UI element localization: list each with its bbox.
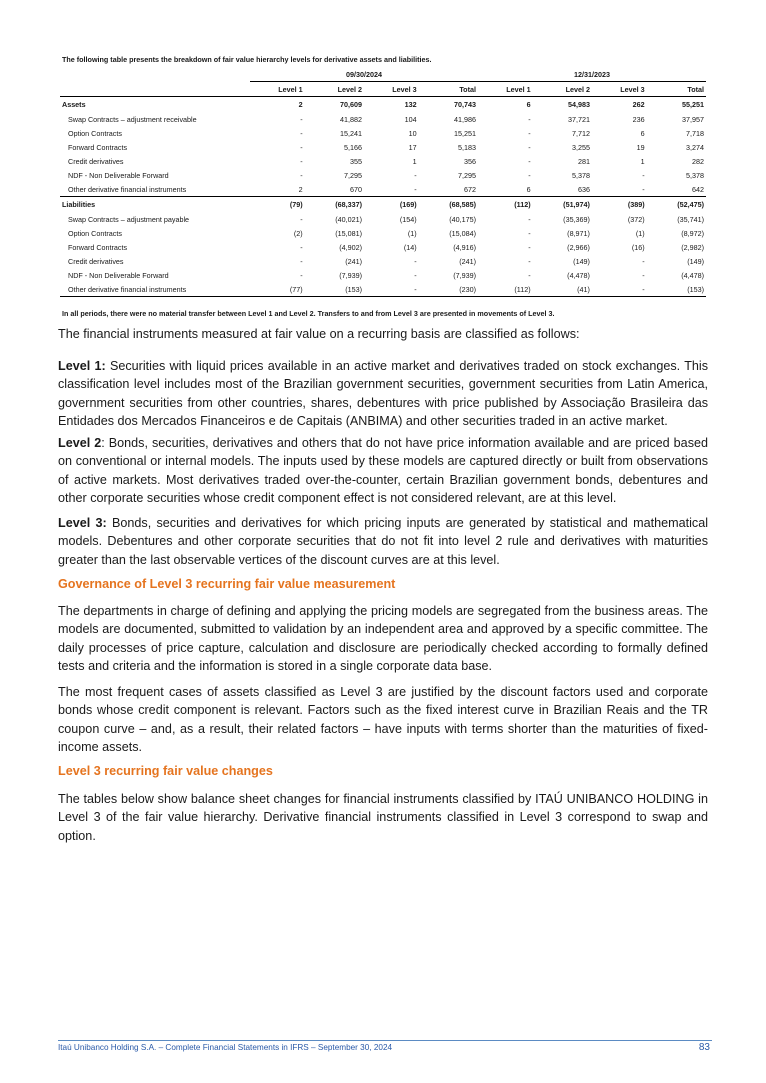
- column-header: Level 1: [250, 82, 305, 97]
- cell-value: -: [528, 156, 531, 166]
- cell-value: 6: [526, 184, 531, 194]
- cell-value: (2,982): [681, 242, 704, 252]
- cell-value: 672: [463, 184, 476, 194]
- cell-value: 17: [408, 142, 417, 152]
- cell-value: (1): [635, 228, 645, 238]
- cell-value: (7,939): [453, 270, 476, 280]
- cell-value: 37,721: [567, 114, 590, 124]
- cell-value: 7,718: [686, 128, 704, 138]
- cell-value: 282: [692, 156, 704, 166]
- governance-paragraph: The departments in charge of defining and applying the pricing models are segregated from the business areas. The models are documented, submitted to validation by an independent area and approved by a specific committee. The daily processes of price capture, calculation and disclosure are periodically checked according to formally defined tests and criteria and the information is stored in a single corporate data base.: [58, 604, 708, 674]
- row-label: Swap Contracts – adjustment receivable: [68, 114, 197, 124]
- changes-heading: Level 3 recurring fair value changes: [58, 764, 273, 778]
- cell-value: 37,957: [682, 114, 704, 124]
- intro-paragraph: The financial instruments measured at fair value on a recurring basis are classified as follows:: [58, 327, 580, 341]
- cell-value: 5,378: [571, 170, 590, 180]
- level1-paragraph: [58, 357, 708, 431]
- table-intro: The following table presents the breakdown of fair value hierarchy levels for derivative assets and liabilities.: [62, 55, 432, 64]
- period-header: 09/30/2024: [250, 68, 478, 82]
- governance-heading: Governance of Level 3 recurring fair value measurement: [58, 577, 396, 591]
- cell-value: -: [528, 242, 531, 252]
- cell-value: (154): [399, 214, 417, 224]
- cell-value: -: [300, 114, 303, 124]
- cell-value: -: [300, 242, 303, 252]
- cell-value: (4,916): [453, 242, 476, 252]
- column-header: Level 3: [592, 82, 647, 97]
- period-header: 12/31/2023: [478, 68, 706, 82]
- column-header: Level 2: [305, 82, 364, 97]
- cell-value: (68,585): [419, 197, 478, 213]
- cell-value: -: [642, 256, 645, 266]
- cell-value: -: [414, 256, 417, 266]
- cell-value: 104: [404, 114, 417, 124]
- cell-value: 1: [640, 156, 645, 166]
- row-label: Option Contracts: [68, 228, 122, 238]
- cell-value: 54,983: [567, 100, 590, 109]
- cell-value: 41,882: [340, 114, 362, 124]
- cell-value: -: [414, 270, 417, 280]
- cell-value: 3,274: [686, 142, 704, 152]
- cell-value: (241): [459, 256, 476, 266]
- level2-text: : Bonds, securities, derivatives and others that do not have price information available and are priced based on conventional or internal models. The inputs used by these models are captured directly or built from observations of active markets. Most derivatives traded over-the-counter, certain Brazilian government bonds, debentures and other corporate securities whose credit component effect is not considered relevant, are at this level.: [58, 436, 708, 506]
- frequent-cases-paragraph: The most frequent cases of assets classified as Level 3 are justified by the discount factors used and corporate bonds whose credit component is relevant. Factors such as the fixed interest curve in Brazilian Reais and the TR coupon curve – and, as a result, their related factors – have inputs with terms shorter than the maturities of fixed-income assets.: [58, 685, 708, 755]
- period-header-row: [60, 68, 706, 82]
- level3-term: Level 3:: [58, 516, 107, 530]
- cell-value: -: [300, 142, 303, 152]
- column-header: Total: [647, 82, 706, 97]
- cell-value: -: [592, 282, 647, 297]
- level2-paragraph: [58, 434, 708, 508]
- row-label: Forward Contracts: [68, 242, 128, 252]
- level3-paragraph: [58, 514, 708, 569]
- cell-value: (40,175): [449, 214, 476, 224]
- table-row: [60, 268, 706, 282]
- cell-value: (8,971): [567, 228, 590, 238]
- cell-value: 41,986: [453, 114, 476, 124]
- level2-term: Level 2: [58, 436, 102, 450]
- level3-text: Bonds, securities and derivatives for which pricing inputs are generated by statistical and mathematical models. Debentures and other corporate securities that do not fit into level 2 rule and derivatives with maturities greater than the last observable vertices of the discount curves are at this level.: [58, 516, 708, 567]
- row-label: NDF - Non Deliverable Forward: [68, 270, 169, 280]
- cell-value: 2: [298, 184, 303, 194]
- cell-value: -: [300, 128, 303, 138]
- liabilities-total-row: [60, 197, 706, 213]
- cell-value: (153): [647, 282, 706, 297]
- cell-value: (41): [533, 282, 592, 297]
- cell-value: 6: [640, 128, 645, 138]
- table-row: [60, 168, 706, 182]
- cell-value: (372): [627, 214, 645, 224]
- cell-value: -: [528, 214, 531, 224]
- fair-value-hierarchy-table: [60, 68, 706, 297]
- footer-divider: [58, 1040, 712, 1041]
- cell-value: -: [300, 170, 303, 180]
- cell-value: -: [528, 228, 531, 238]
- row-label: Liabilities: [60, 197, 250, 213]
- cell-value: 55,251: [682, 100, 704, 109]
- cell-value: (1): [407, 228, 417, 238]
- cell-value: 10: [408, 128, 417, 138]
- cell-value: 236: [632, 114, 645, 124]
- table-row: [60, 154, 706, 168]
- cell-value: 70,743: [453, 100, 476, 109]
- cell-value: (389): [592, 197, 647, 213]
- row-label: Other derivative financial instruments: [60, 282, 250, 297]
- cell-value: 19: [636, 142, 645, 152]
- column-header-row: [60, 82, 706, 97]
- row-label: Forward Contracts: [68, 142, 128, 152]
- cell-value: -: [528, 114, 531, 124]
- cell-value: (153): [305, 282, 364, 297]
- table-row: [60, 126, 706, 140]
- cell-value: 6: [526, 100, 531, 109]
- table-row: [60, 212, 706, 226]
- cell-value: 132: [404, 100, 417, 109]
- cell-value: 5,183: [457, 142, 476, 152]
- cell-value: (77): [250, 282, 305, 297]
- table-row: [60, 112, 706, 126]
- cell-value: 15,241: [340, 128, 362, 138]
- table-row: [60, 254, 706, 268]
- row-label: Credit derivatives: [68, 156, 124, 166]
- row-label: Credit derivatives: [68, 256, 124, 266]
- cell-value: -: [528, 128, 531, 138]
- cell-value: -: [528, 170, 531, 180]
- cell-value: -: [414, 170, 417, 180]
- cell-value: (2): [293, 228, 303, 238]
- cell-value: 670: [349, 184, 362, 194]
- cell-value: 70,609: [340, 100, 362, 109]
- cell-value: (7,939): [339, 270, 362, 280]
- cell-value: (4,902): [339, 242, 362, 252]
- level1-term: Level 1:: [58, 359, 106, 373]
- cell-value: 356: [463, 156, 476, 166]
- cell-value: 636: [577, 184, 590, 194]
- cell-value: (149): [687, 256, 704, 266]
- column-header: Total: [419, 82, 478, 97]
- cell-value: 7,712: [571, 128, 590, 138]
- table-row: [60, 226, 706, 240]
- cell-value: (8,972): [681, 228, 704, 238]
- level1-text: Securities with liquid prices available in an active market and derivatives traded on stock exchanges. This classification level includes most of the Brazilian government securities, government securities from Latin America, government securities from other countries, shares, debentures with price published by Associação Brasileira das Entidades dos Mercados Financeiros e de Capitais (ANBIMA) and other securities traded in an active market.: [58, 359, 708, 429]
- cell-value: (40,021): [335, 214, 362, 224]
- table-footnote: In all periods, there were no material transfer between Level 1 and Level 2. Transfers to and from Level 3 are presented in movements of Level 3.: [62, 309, 555, 318]
- column-header: Level 1: [478, 82, 533, 97]
- column-header: Level 3: [364, 82, 419, 97]
- row-label: Assets: [62, 100, 86, 109]
- cell-value: 7,295: [457, 170, 476, 180]
- cell-value: 2: [298, 100, 303, 109]
- cell-value: -: [300, 256, 303, 266]
- cell-value: (68,337): [305, 197, 364, 213]
- footer-text: Itaú Unibanco Holding S.A. – Complete Financial Statements in IFRS – September 30, 2024: [58, 1043, 393, 1052]
- cell-value: -: [300, 214, 303, 224]
- cell-value: 1: [412, 156, 417, 166]
- cell-value: (241): [345, 256, 362, 266]
- cell-value: (230): [419, 282, 478, 297]
- cell-value: -: [528, 142, 531, 152]
- cell-value: 15,251: [453, 128, 476, 138]
- table-row: [60, 140, 706, 154]
- cell-value: -: [300, 270, 303, 280]
- cell-value: (52,475): [647, 197, 706, 213]
- cell-value: (112): [478, 282, 533, 297]
- row-label: Swap Contracts – adjustment payable: [68, 214, 190, 224]
- cell-value: -: [300, 156, 303, 166]
- changes-paragraph: The tables below show balance sheet changes for financial instruments classified by ITAÚ UNIBANCO HOLDING in Level 3 of the fair value hierarchy. Derivative financial instruments classified in Level 3 correspond to swap and option.: [58, 792, 708, 843]
- cell-value: 3,255: [571, 142, 590, 152]
- cell-value: 5,166: [343, 142, 362, 152]
- cell-value: (16): [631, 242, 645, 252]
- cell-value: (79): [250, 197, 305, 213]
- cell-value: -: [364, 282, 419, 297]
- cell-value: 5,378: [686, 170, 704, 180]
- assets-section: [60, 97, 706, 197]
- cell-value: (15,081): [335, 228, 362, 238]
- cell-value: (169): [364, 197, 419, 213]
- table-row: [60, 182, 706, 197]
- cell-value: (51,974): [533, 197, 592, 213]
- assets-total-row: [60, 97, 706, 113]
- cell-value: (4,478): [567, 270, 590, 280]
- liabilities-section: [60, 197, 706, 297]
- cell-value: (35,741): [677, 214, 704, 224]
- cell-value: -: [642, 170, 645, 180]
- cell-value: (15,084): [449, 228, 476, 238]
- table-row: [60, 282, 706, 297]
- cell-value: (4,478): [681, 270, 704, 280]
- cell-value: (2,966): [567, 242, 590, 252]
- cell-value: -: [642, 270, 645, 280]
- cell-value: (35,369): [563, 214, 590, 224]
- row-label: NDF - Non Deliverable Forward: [68, 170, 169, 180]
- cell-value: -: [642, 184, 645, 194]
- cell-value: -: [528, 256, 531, 266]
- cell-value: 262: [632, 100, 645, 109]
- cell-value: 355: [349, 156, 362, 166]
- cell-value: (149): [573, 256, 590, 266]
- cell-value: 7,295: [343, 170, 362, 180]
- cell-value: (14): [403, 242, 417, 252]
- table-row: [60, 240, 706, 254]
- cell-value: 642: [692, 184, 704, 194]
- cell-value: -: [414, 184, 417, 194]
- column-header: Level 2: [533, 82, 592, 97]
- cell-value: -: [528, 270, 531, 280]
- row-label: Other derivative financial instruments: [68, 184, 187, 194]
- cell-value: 281: [577, 156, 590, 166]
- cell-value: (112): [478, 197, 533, 213]
- row-label: Option Contracts: [68, 128, 122, 138]
- page-number: 83: [698, 1042, 710, 1053]
